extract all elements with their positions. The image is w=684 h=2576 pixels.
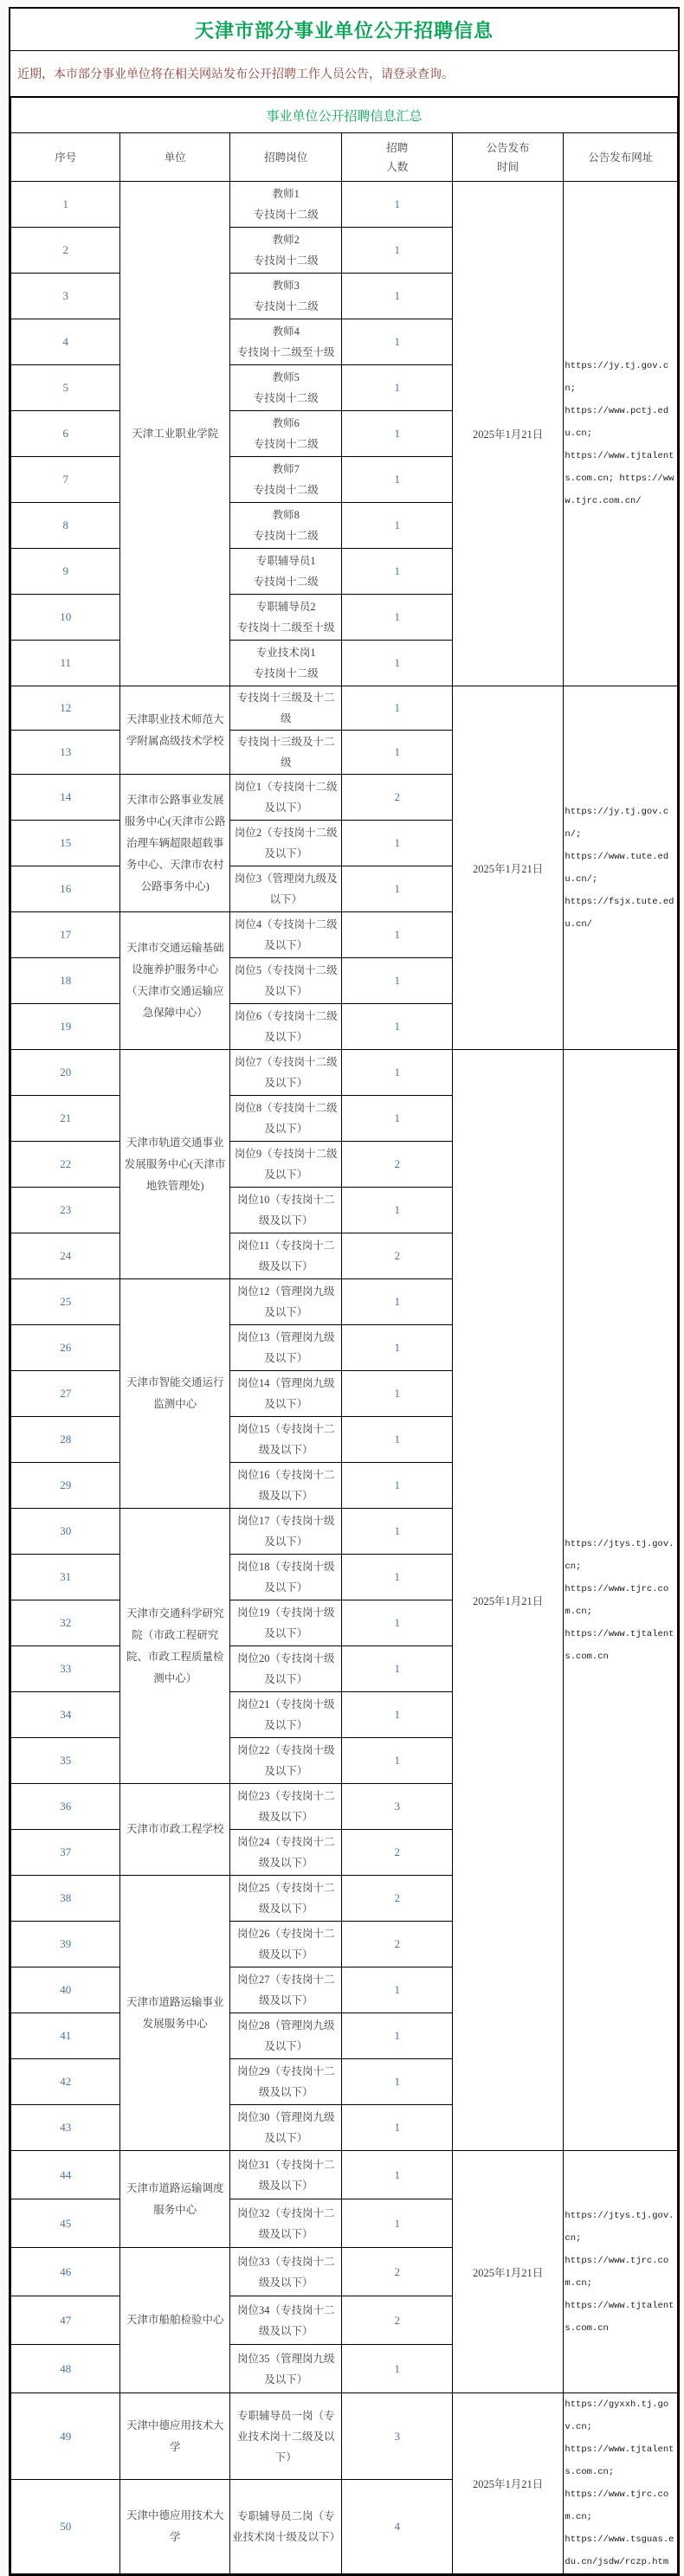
row-number-cell: 12 [11,686,120,731]
unit-cell: 天津中德应用技术大学 [120,2393,229,2480]
position-cell: 岗位23（专技岗十二级及以下） [229,1784,341,1830]
headcount-cell: 1 [342,821,452,866]
position-cell: 岗位29（专技岗十二级及以下） [229,2059,341,2105]
headcount-cell: 1 [342,319,452,365]
row-number-cell: 16 [11,866,120,912]
recruit-table-body [11,182,678,2574]
column-header-unit: 单位 [120,133,229,182]
row-number-cell: 10 [11,595,120,641]
headcount-cell: 1 [342,1188,452,1233]
position-cell: 岗位33（专技岗十二级及以下） [229,2248,341,2296]
position-cell: 岗位28（管理岗九级及以下） [229,2013,341,2059]
position-cell: 岗位14（管理岗九级及以下） [229,1371,341,1417]
row-number-cell: 27 [11,1371,120,1417]
unit-cell: 天津市轨道交通事业发展服务中心(天津市地铁管理处) [120,1050,229,1279]
row-number-cell: 23 [11,1188,120,1233]
position-cell: 专职辅导员2 专技岗十二级至十级 [229,595,341,641]
headcount-cell: 1 [342,1004,452,1050]
unit-cell: 天津市道路运输调度服务中心 [120,2151,229,2248]
headcount-cell: 4 [342,2480,452,2574]
headcount-cell: 3 [342,1784,452,1830]
row-number-cell: 31 [11,1555,120,1600]
position-cell: 岗位34（专技岗十二级及以下） [229,2296,341,2345]
unit-cell: 天津市公路事业发展服务中心(天津市公路治理车辆超限超载事务中心、天津市农村公路事务中心) [120,775,229,912]
row-number-cell: 46 [11,2248,120,2296]
headcount-cell: 2 [342,1830,452,1876]
headcount-cell: 1 [342,1600,452,1646]
unit-cell: 天津工业职业学院 [120,182,229,686]
headcount-cell: 1 [342,365,452,411]
headcount-cell: 1 [342,1417,452,1463]
unit-cell: 天津市交通科学研究院（市政工程研究院、市政工程质量检测中心） [120,1509,229,1784]
headcount-cell: 1 [342,2345,452,2393]
position-cell: 岗位19（专技岗十级及以下） [229,1600,341,1646]
row-number-cell: 44 [11,2151,120,2199]
row-number-cell: 20 [11,1050,120,1096]
row-number-cell: 14 [11,775,120,821]
headcount-cell: 1 [342,1509,452,1555]
row-number-cell: 9 [11,549,120,595]
position-cell: 教师2 专技岗十二级 [229,228,341,274]
recruitment-sheet [9,7,680,2576]
row-number-cell: 1 [11,182,120,228]
unit-cell: 天津市道路运输事业发展服务中心 [120,1876,229,2151]
headcount-cell: 1 [342,866,452,912]
row-number-cell: 6 [11,411,120,457]
position-cell: 教师4 专技岗十二级至十级 [229,319,341,365]
headcount-cell: 1 [342,1050,452,1096]
position-cell: 岗位26（专技岗十二级及以下） [229,1922,341,1967]
unit-cell: 天津市市政工程学校 [120,1784,229,1876]
unit-cell: 天津职业技术师范大学附属高级技术学校 [120,686,229,775]
row-number-cell: 22 [11,1142,120,1188]
row-number-cell: 30 [11,1509,120,1555]
row-number-cell: 33 [11,1646,120,1692]
position-cell: 岗位13（管理岗九级及以下） [229,1325,341,1371]
publish-date-cell: 2025年1月21日 [452,686,563,1050]
unit-cell: 天津市船舶检验中心 [120,2248,229,2393]
column-header-no: 序号 [11,133,120,182]
headcount-cell: 1 [342,182,452,228]
position-cell: 岗位1（专技岗十二级及以下） [229,775,341,821]
headcount-cell: 1 [342,411,452,457]
row-number-cell: 13 [11,731,120,775]
unit-cell: 天津市智能交通运行监测中心 [120,1279,229,1509]
headcount-cell: 2 [342,1876,452,1922]
position-cell: 岗位4（专技岗十二级及以下） [229,912,341,958]
headcount-cell: 2 [342,775,452,821]
position-cell: 专职辅导员1 专技岗十二级 [229,549,341,595]
unit-cell: 天津中德应用技术大学 [120,2480,229,2574]
table-row [11,182,678,228]
headcount-cell: 2 [342,1142,452,1188]
publish-url-cell: https://jy.tj.gov.cn/; https://www.tute.edu.cn/; https://fsjx.tute.edu.cn/ [564,686,678,1050]
headcount-cell: 1 [342,958,452,1004]
position-cell: 教师8 专技岗十二级 [229,503,341,549]
publish-date-cell: 2025年1月21日 [452,2393,563,2574]
position-cell: 教师6 专技岗十二级 [229,411,341,457]
headcount-cell: 1 [342,1325,452,1371]
headcount-cell: 1 [342,2013,452,2059]
position-cell: 岗位15（专技岗十二级及以下） [229,1417,341,1463]
position-cell: 岗位6（专技岗十二级及以下） [229,1004,341,1050]
headcount-cell: 1 [342,549,452,595]
headcount-cell: 1 [342,686,452,731]
headcount-cell: 1 [342,2059,452,2105]
headcount-cell: 1 [342,641,452,686]
position-cell: 专职辅导员一岗（专业技术岗十二级及以下） [229,2393,341,2480]
row-number-cell: 2 [11,228,120,274]
position-cell: 岗位35（管理岗九级及以下） [229,2345,341,2393]
publish-url-cell: https://jy.tj.gov.cn; https://www.pctj.edu.cn; https://www.tjtalents.com.cn; https://www.tjrc.com.cn/ [564,182,678,686]
row-number-cell: 4 [11,319,120,365]
headcount-cell: 1 [342,595,452,641]
position-cell: 教师1 专技岗十二级 [229,182,341,228]
headcount-cell: 1 [342,1738,452,1784]
publish-date-cell: 2025年1月21日 [452,1050,563,2151]
position-cell: 专技岗十三级及十二级 [229,731,341,775]
row-number-cell: 8 [11,503,120,549]
publish-date-cell: 2025年1月21日 [452,2151,563,2393]
row-number-cell: 18 [11,958,120,1004]
position-cell: 岗位20（专技岗十级及以下） [229,1646,341,1692]
publish-url-cell: https://jtys.tj.gov.cn; https://www.tjrc.com.cn; https://www.tjtalents.com.cn [564,1050,678,2151]
headcount-cell: 1 [342,274,452,319]
table-header-row [11,133,678,182]
column-header-post: 招聘岗位 [229,133,341,182]
row-number-cell: 49 [11,2393,120,2480]
position-cell: 岗位21（专技岗十级及以下） [229,1692,341,1738]
position-cell: 岗位32（专技岗十二级及以下） [229,2199,341,2248]
position-cell: 岗位30（管理岗九级及以下） [229,2105,341,2151]
notice-text: 近期，本市部分事业单位将在相关网站发布公开招聘工作人员公告，请登录查询。 [10,51,678,97]
position-cell: 岗位16（专技岗十二级及以下） [229,1463,341,1509]
headcount-cell: 1 [342,503,452,549]
publish-url-cell: https://jtys.tj.gov.cn; https://www.tjrc.com.cn; https://www.tjtalents.com.cn [564,2151,678,2393]
headcount-cell: 1 [342,1463,452,1509]
row-number-cell: 15 [11,821,120,866]
position-cell: 岗位24（专技岗十二级及以下） [229,1830,341,1876]
row-number-cell: 48 [11,2345,120,2393]
row-number-cell: 11 [11,641,120,686]
row-number-cell: 35 [11,1738,120,1784]
headcount-cell: 1 [342,2199,452,2248]
row-number-cell: 25 [11,1279,120,1325]
headcount-cell: 3 [342,2393,452,2480]
headcount-cell: 1 [342,1371,452,1417]
headcount-cell: 1 [342,228,452,274]
headcount-cell: 1 [342,2151,452,2199]
headcount-cell: 1 [342,1967,452,2013]
row-number-cell: 3 [11,274,120,319]
table-section-title: 事业单位公开招聘信息汇总 [11,98,678,133]
row-number-cell: 39 [11,1922,120,1967]
position-cell: 专技岗十三级及十二级 [229,686,341,731]
row-number-cell: 21 [11,1096,120,1142]
position-cell: 岗位25（专技岗十二级及以下） [229,1876,341,1922]
headcount-cell: 1 [342,2105,452,2151]
headcount-cell: 1 [342,457,452,503]
row-number-cell: 28 [11,1417,120,1463]
row-number-cell: 38 [11,1876,120,1922]
row-number-cell: 36 [11,1784,120,1830]
position-cell: 岗位5（专技岗十二级及以下） [229,958,341,1004]
position-cell: 岗位17（专技岗十级及以下） [229,1509,341,1555]
headcount-cell: 1 [342,1646,452,1692]
headcount-cell: 2 [342,1233,452,1279]
row-number-cell: 42 [11,2059,120,2105]
row-number-cell: 37 [11,1830,120,1876]
row-number-cell: 32 [11,1600,120,1646]
headcount-cell: 1 [342,1279,452,1325]
headcount-cell: 1 [342,1096,452,1142]
headcount-cell: 2 [342,2296,452,2345]
position-cell: 专职辅导员二岗（专业技术岗十级及以下） [229,2480,341,2574]
row-number-cell: 41 [11,2013,120,2059]
row-number-cell: 5 [11,365,120,411]
row-number-cell: 29 [11,1463,120,1509]
publish-date-cell: 2025年1月21日 [452,182,563,686]
row-number-cell: 34 [11,1692,120,1738]
position-cell: 岗位8（专技岗十二级及以下） [229,1096,341,1142]
position-cell: 岗位31（专技岗十二级及以下） [229,2151,341,2199]
headcount-cell: 1 [342,1692,452,1738]
row-number-cell: 24 [11,1233,120,1279]
position-cell: 教师7 专技岗十二级 [229,457,341,503]
position-cell: 岗位9（专技岗十二级及以下） [229,1142,341,1188]
column-header-count: 招聘 人数 [342,133,452,182]
position-cell: 岗位12（管理岗九级及以下） [229,1279,341,1325]
position-cell: 岗位22（专技岗十级及以下） [229,1738,341,1784]
column-header-url: 公告发布网址 [564,133,678,182]
headcount-cell: 2 [342,1922,452,1967]
headcount-cell: 1 [342,1555,452,1600]
position-cell: 专业技术岗1 专技岗十二级 [229,641,341,686]
column-header-date: 公告发布 时间 [452,133,563,182]
position-cell: 教师3 专技岗十二级 [229,274,341,319]
row-number-cell: 17 [11,912,120,958]
row-number-cell: 7 [11,457,120,503]
row-number-cell: 19 [11,1004,120,1050]
table-row [11,2151,678,2199]
table-row [11,1050,678,1096]
publish-url-cell: https://gyxxh.tj.gov.cn; https://www.tjtalents.com.cn; https://www.tjrc.com.cn; https://www.tsguas.edu.cn/jsdw/rczp.htm [564,2393,678,2574]
recruitment-table [10,97,678,2574]
row-number-cell: 50 [11,2480,120,2574]
page-title: 天津市部分事业单位公开招聘信息 [10,9,678,51]
row-number-cell: 47 [11,2296,120,2345]
position-cell: 岗位3（管理岗九级及以下） [229,866,341,912]
position-cell: 岗位7（专技岗十二级及以下） [229,1050,341,1096]
headcount-cell: 1 [342,912,452,958]
headcount-cell: 1 [342,731,452,775]
position-cell: 岗位10（专技岗十二级及以下） [229,1188,341,1233]
position-cell: 岗位11（专技岗十二级及以下） [229,1233,341,1279]
unit-cell: 天津市交通运输基础设施养护服务中心（天津市交通运输应急保障中心） [120,912,229,1050]
position-cell: 岗位18（专技岗十级及以下） [229,1555,341,1600]
row-number-cell: 45 [11,2199,120,2248]
position-cell: 岗位2（专技岗十二级及以下） [229,821,341,866]
position-cell: 岗位27（专技岗十二级及以下） [229,1967,341,2013]
table-row [11,2393,678,2480]
row-number-cell: 26 [11,1325,120,1371]
position-cell: 教师5 专技岗十二级 [229,365,341,411]
row-number-cell: 40 [11,1967,120,2013]
headcount-cell: 2 [342,2248,452,2296]
row-number-cell: 43 [11,2105,120,2151]
table-row [11,686,678,731]
